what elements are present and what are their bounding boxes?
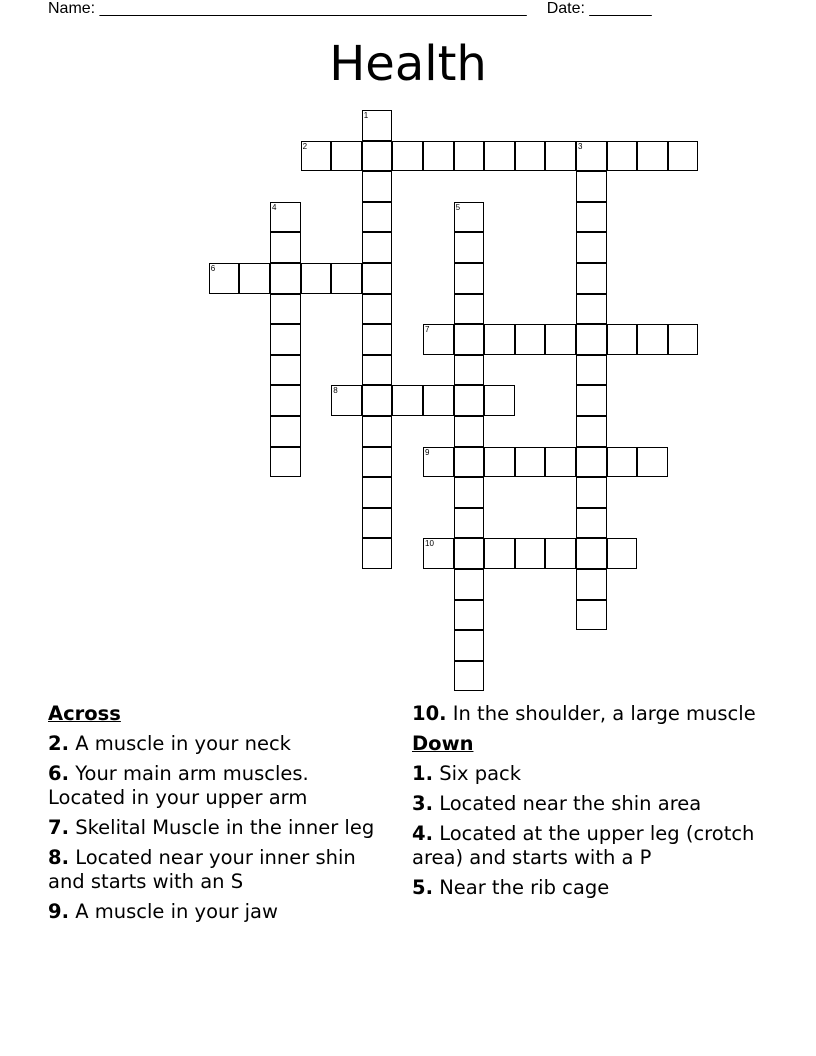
grid-cell[interactable]: [270, 416, 301, 447]
date-field[interactable]: Date: _______: [546, 0, 652, 17]
grid-cell[interactable]: [362, 416, 393, 447]
grid-cell[interactable]: [637, 324, 668, 355]
down-heading: Down: [412, 732, 474, 755]
grid-cell[interactable]: [576, 600, 607, 631]
clue-down-4: [412, 822, 768, 870]
clue-across-6: [48, 762, 388, 810]
grid-cell[interactable]: [545, 141, 576, 172]
grid-cell[interactable]: [454, 477, 485, 508]
grid-cell[interactable]: [545, 447, 576, 478]
grid-cell[interactable]: [576, 477, 607, 508]
grid-cell[interactable]: [331, 263, 362, 294]
grid-cell[interactable]: [270, 385, 301, 416]
clue-number: 2.: [48, 732, 69, 755]
clue-across-2: [48, 732, 388, 756]
grid-cell[interactable]: [607, 538, 638, 569]
clue-number-label-7: 7: [425, 325, 430, 335]
clue-number: 9.: [48, 900, 69, 923]
grid-cell[interactable]: [454, 508, 485, 539]
clue-number-label-6: 6: [210, 264, 216, 273]
grid-cell[interactable]: [576, 508, 607, 539]
grid-cell[interactable]: [576, 538, 607, 569]
clue-number: 5.: [412, 876, 433, 899]
clue-text: A muscle in your jaw: [75, 900, 278, 923]
grid-cell[interactable]: [301, 263, 332, 294]
grid-cell[interactable]: [668, 324, 699, 355]
grid-cell[interactable]: [392, 385, 423, 416]
grid-cell[interactable]: [362, 324, 393, 355]
grid-cell[interactable]: [454, 600, 485, 631]
clue-number: 8.: [48, 846, 69, 869]
grid-cell[interactable]: [270, 232, 301, 263]
grid-cell[interactable]: [607, 447, 638, 478]
grid-cell[interactable]: [392, 141, 423, 172]
grid-cell[interactable]: [454, 232, 485, 263]
grid-cell[interactable]: [454, 263, 485, 294]
grid-cell[interactable]: [270, 263, 301, 294]
grid-cell[interactable]: [484, 538, 515, 569]
clue-number-label-4: 4: [272, 202, 277, 212]
clue-number-label-3: 3: [578, 141, 583, 151]
grid-cell[interactable]: [576, 202, 607, 233]
grid-cell[interactable]: [454, 324, 485, 355]
clues-right-column: [412, 702, 768, 906]
name-field[interactable]: Name: ________________________________________________: [48, 0, 527, 17]
clue-text: Located near the shin area: [439, 792, 702, 815]
grid-cell[interactable]: [607, 324, 638, 355]
grid-cell[interactable]: [515, 324, 546, 355]
grid-cell[interactable]: [576, 263, 607, 294]
grid-cell[interactable]: [362, 171, 393, 202]
grid-cell[interactable]: [331, 141, 362, 172]
grid-cell[interactable]: [454, 447, 485, 478]
clue-across-9: [48, 900, 388, 924]
grid-cell[interactable]: [270, 294, 301, 325]
grid-cell[interactable]: [576, 294, 607, 325]
grid-cell[interactable]: [270, 355, 301, 386]
clue-number: 6.: [48, 762, 69, 785]
grid-cell[interactable]: [362, 477, 393, 508]
grid-cell[interactable]: [515, 141, 546, 172]
across-heading: Across: [48, 702, 121, 725]
grid-cell[interactable]: [576, 569, 607, 600]
grid-cell[interactable]: [362, 447, 393, 478]
grid-cell[interactable]: [454, 538, 485, 569]
grid-cell[interactable]: [454, 355, 485, 386]
grid-cell[interactable]: [362, 538, 393, 569]
grid-cell[interactable]: [239, 263, 270, 294]
clue-number-label-8: 8: [333, 386, 338, 396]
grid-cell[interactable]: [637, 141, 668, 172]
clue-number-label-2: 2: [302, 141, 308, 151]
grid-cell[interactable]: [637, 447, 668, 478]
grid-cell[interactable]: [484, 447, 515, 478]
clue-down-3: [412, 792, 768, 816]
grid-cell[interactable]: [362, 508, 393, 539]
grid-cell[interactable]: [270, 324, 301, 355]
grid-cell[interactable]: [454, 141, 485, 172]
clue-number: 4.: [412, 822, 433, 845]
clue-text: Six pack: [439, 762, 522, 785]
grid-cell[interactable]: [454, 416, 485, 447]
clue-number-label-5: 5: [455, 202, 461, 212]
grid-cell[interactable]: [576, 232, 607, 263]
clues-left-column: [48, 702, 388, 930]
grid-cell[interactable]: [484, 324, 515, 355]
grid-cell[interactable]: [576, 355, 607, 386]
grid-cell[interactable]: [423, 141, 454, 172]
grid-cell[interactable]: [454, 630, 485, 661]
grid-cell[interactable]: [576, 416, 607, 447]
clue-text: Skelital Muscle in the inner leg: [75, 816, 375, 839]
clue-down-5: [412, 876, 768, 900]
clue-down-1: [412, 762, 768, 786]
clue-number-label-10: 10: [425, 539, 434, 549]
grid-cell[interactable]: [484, 141, 515, 172]
grid-cell[interactable]: [484, 385, 515, 416]
clue-number: 7.: [48, 816, 69, 839]
clue-text: A muscle in your neck: [75, 732, 291, 755]
grid-cell[interactable]: [362, 385, 393, 416]
grid-cell[interactable]: [423, 385, 454, 416]
grid-cell[interactable]: [576, 171, 607, 202]
grid-cell[interactable]: [362, 232, 393, 263]
grid-cell[interactable]: [545, 324, 576, 355]
grid-cell[interactable]: [515, 447, 546, 478]
grid-cell[interactable]: [362, 263, 393, 294]
clue-number-label-9: 9: [425, 447, 430, 457]
page-title: Health: [329, 36, 487, 92]
clue-across-8: [48, 846, 388, 894]
grid-cell[interactable]: [545, 538, 576, 569]
clue-text: In the shoulder, a large muscle: [452, 702, 756, 725]
grid-cell[interactable]: [607, 141, 638, 172]
clue-text: Near the rib cage: [439, 876, 610, 899]
clue-number: 3.: [412, 792, 433, 815]
clue-text: Your main arm muscles. Located in your upper arm: [48, 762, 309, 809]
grid-cell[interactable]: [362, 202, 393, 233]
grid-cell[interactable]: [576, 324, 607, 355]
clue-across-7: [48, 816, 388, 840]
clue-number: 1.: [412, 762, 433, 785]
grid-cell[interactable]: [515, 538, 546, 569]
clue-number-label-1: 1: [363, 111, 369, 120]
grid-cell[interactable]: [454, 661, 485, 692]
grid-cell[interactable]: [454, 294, 485, 325]
grid-cell[interactable]: [270, 447, 301, 478]
clue-text: Located at the upper leg (crotch area) and starts with a P: [412, 822, 755, 869]
grid-cell[interactable]: [454, 569, 485, 600]
grid-cell[interactable]: [576, 385, 607, 416]
grid-cell[interactable]: [454, 385, 485, 416]
clue-across-10: [412, 702, 768, 726]
grid-cell[interactable]: [362, 355, 393, 386]
grid-cell[interactable]: [362, 294, 393, 325]
grid-cell[interactable]: [576, 447, 607, 478]
grid-cell[interactable]: [668, 141, 699, 172]
clue-number: 10.: [412, 702, 447, 725]
clue-text: Located near your inner shin and starts with an S: [48, 846, 356, 893]
grid-cell[interactable]: [362, 141, 393, 172]
